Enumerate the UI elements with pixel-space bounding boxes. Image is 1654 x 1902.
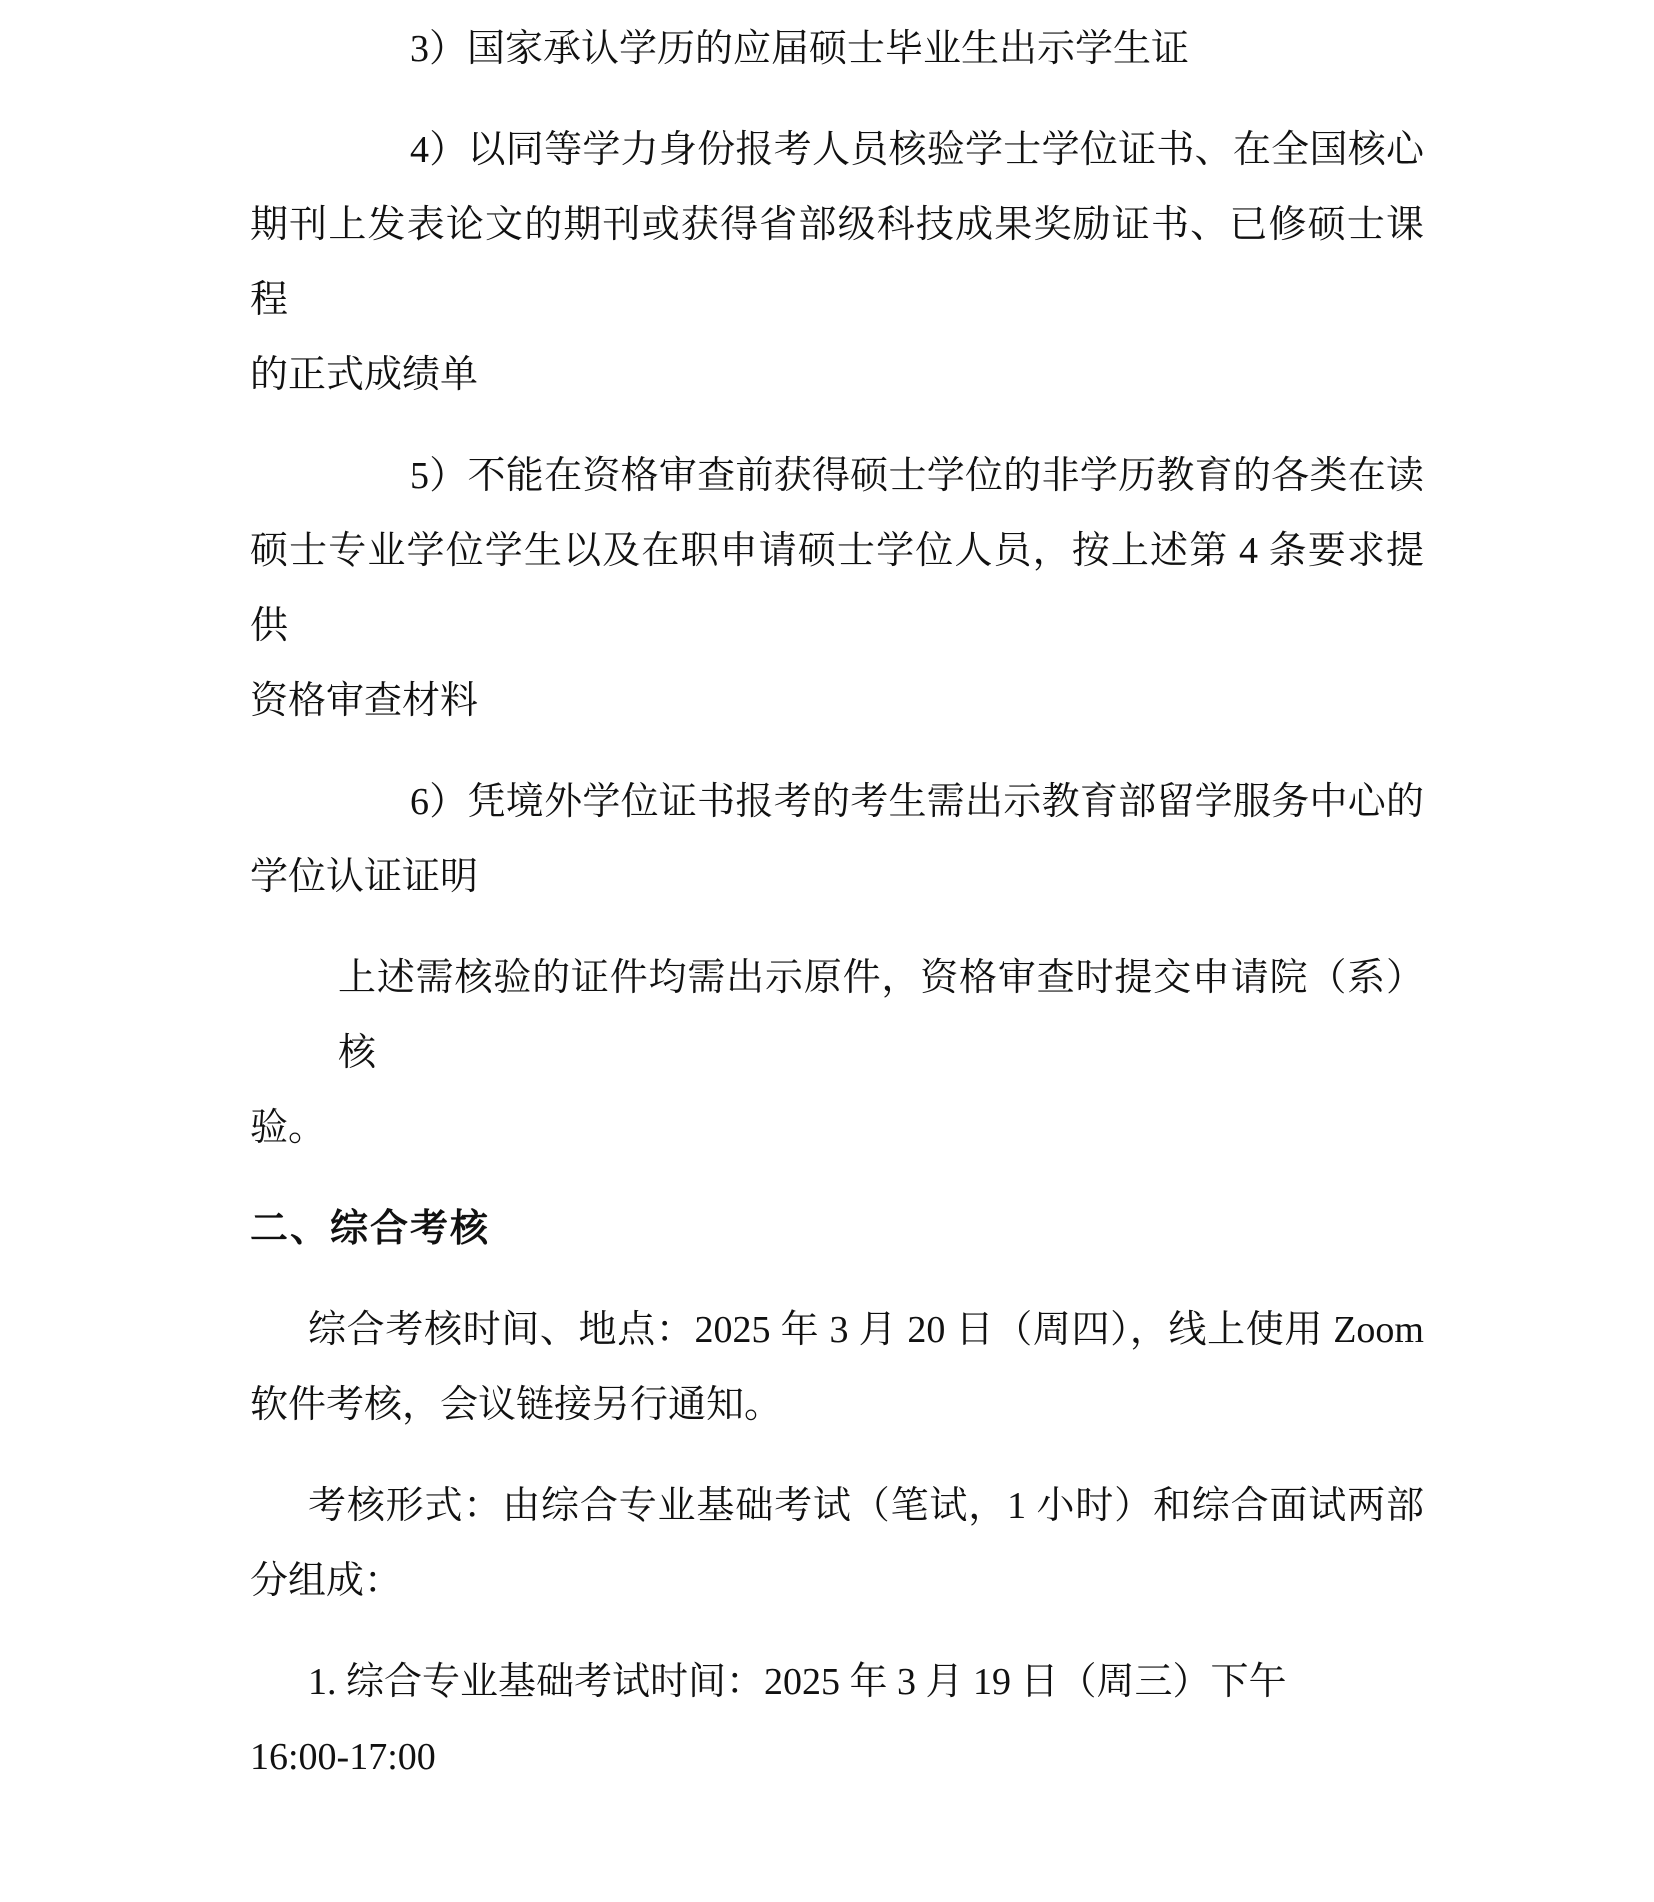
- paragraph: [250, 1469, 1424, 1619]
- text-line: 综合考核时间、地点：2025 年 3 月 20 日（周四），线上使用 Zoom: [308, 1309, 1424, 1351]
- text-line: 分组成：: [250, 1560, 403, 1602]
- paragraph: [250, 439, 1424, 739]
- text-line: 硕士专业学位学生以及在职申请硕士学位人员，按上述第 4 条要求提供: [250, 530, 1424, 647]
- paragraph: [250, 12, 1424, 87]
- text-line: 考核形式：由综合专业基础考试（笔试，1 小时）和综合面试两部: [308, 1485, 1424, 1527]
- text-line: 资格审查材料: [250, 680, 479, 722]
- text-line: 期刊上发表论文的期刊或获得省部级科技成果奖励证书、已修硕士课程: [250, 204, 1424, 321]
- text-line: 学位认证证明: [250, 856, 479, 898]
- paragraph: [250, 941, 1424, 1166]
- text-line: 4）以同等学力身份报考人员核验学士学位证书、在全国核心: [410, 129, 1424, 171]
- text-line: 上述需核验的证件均需出示原件，资格审查时提交申请院（系）核: [338, 957, 1424, 1074]
- text-line: 3）国家承认学历的应届硕士毕业生出示学生证: [410, 28, 1190, 70]
- text-line: 16:00-17:00: [250, 1736, 436, 1778]
- text-line: 1. 综合专业基础考试时间：2025 年 3 月 19 日（周三）下午: [308, 1661, 1287, 1703]
- text-line: 6）凭境外学位证书报考的考生需出示教育部留学服务中心的: [410, 781, 1424, 823]
- text-line: 5）不能在资格审查前获得硕士学位的非学历教育的各类在读: [410, 455, 1424, 497]
- text-line: 软件考核，会议链接另行通知。: [250, 1384, 783, 1426]
- document-body: [250, 12, 1424, 1795]
- paragraph: [250, 765, 1424, 915]
- section-heading: [250, 1192, 1424, 1267]
- text-line: 验。: [250, 1107, 327, 1149]
- paragraph: [250, 1293, 1424, 1443]
- paragraph: [250, 1645, 1424, 1795]
- text-line: 二、综合考核: [250, 1208, 491, 1250]
- text-line: 的正式成绩单: [250, 354, 479, 396]
- paragraph: [250, 113, 1424, 413]
